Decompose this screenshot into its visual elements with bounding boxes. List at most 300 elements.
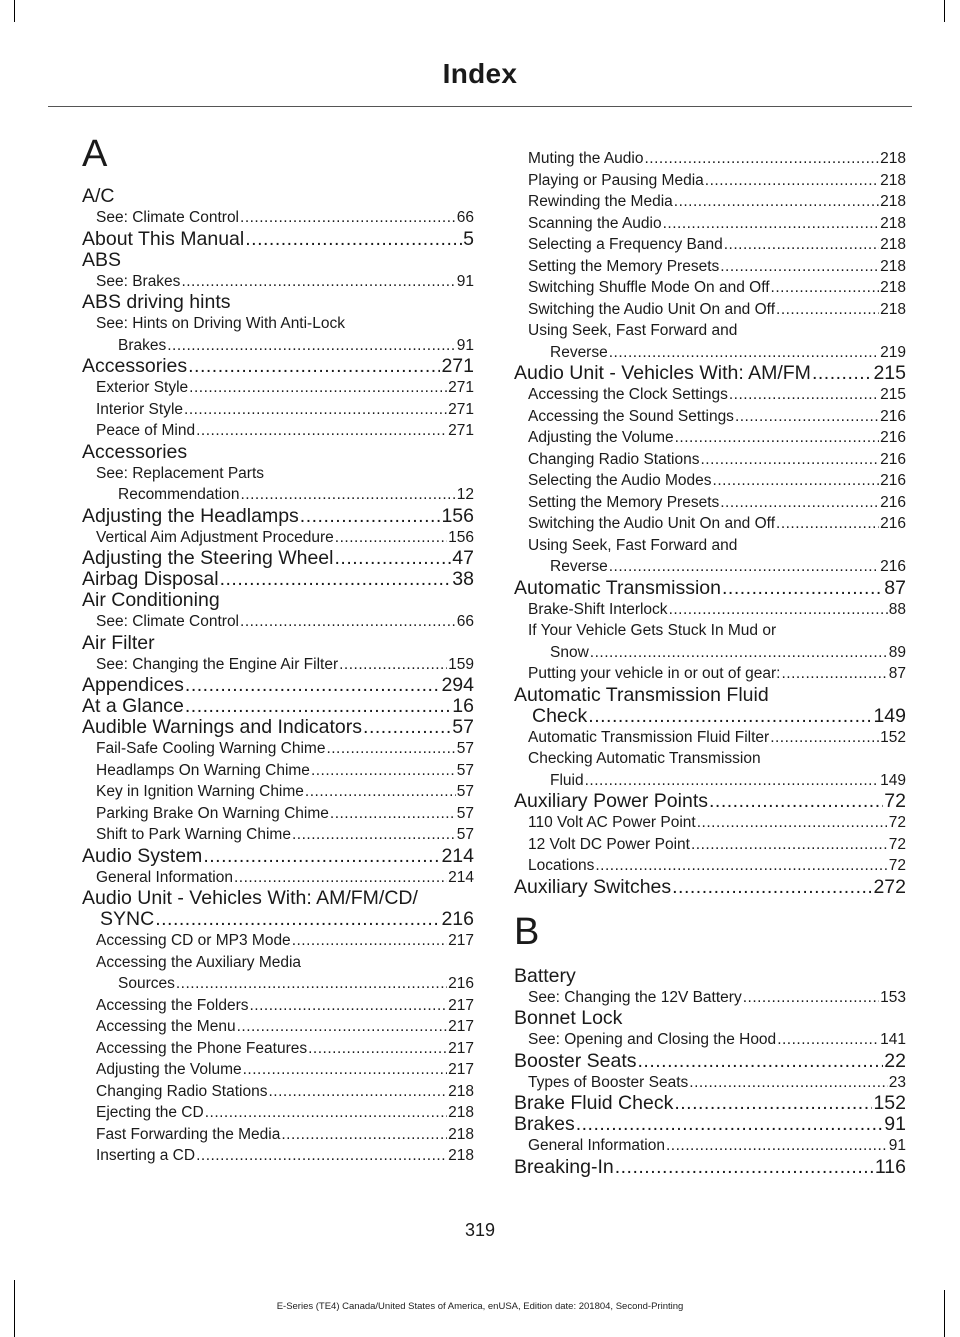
- index-page-ref: 216: [880, 472, 906, 489]
- crop-mark-top-right: [944, 0, 945, 22]
- dot-leader: [240, 484, 455, 506]
- index-entry-label: Key in Ignition Warning Chime: [96, 783, 304, 800]
- index-entry-label: Adjusting the Headlamps: [82, 505, 299, 527]
- dot-leader: [674, 191, 879, 213]
- index-entry-main[interactable]: [514, 1051, 906, 1072]
- index-page-ref: 218: [448, 1147, 474, 1164]
- index-entry-main[interactable]: [82, 675, 474, 696]
- index-entry-label: Auxiliary Switches: [514, 876, 672, 898]
- dot-leader: [729, 384, 879, 406]
- dot-leader: [720, 492, 879, 514]
- index-entry-label: Setting the Memory Presets: [528, 493, 720, 511]
- index-entry-label: See: Climate Control: [96, 209, 240, 226]
- index-subentry[interactable]: [514, 148, 906, 170]
- dot-leader: [713, 470, 880, 492]
- index-page-ref: 89: [888, 643, 906, 661]
- index-page-ref: 214: [448, 868, 474, 886]
- index-subentry[interactable]: [82, 377, 474, 399]
- index-page-ref: 216: [880, 558, 906, 575]
- index-entry-label: Recommendation: [118, 486, 240, 503]
- index-subentry-continued[interactable]: [82, 484, 474, 506]
- index-page-ref: 218: [448, 1082, 474, 1100]
- dot-leader: [609, 342, 879, 364]
- index-entry-main[interactable]: [514, 578, 906, 599]
- index-subentry[interactable]: [514, 727, 906, 749]
- index-subentry-continued[interactable]: [82, 973, 474, 995]
- index-page-ref: 216: [880, 407, 906, 425]
- index-entry-label: Brakes: [118, 336, 167, 354]
- dot-leader: [184, 399, 447, 421]
- index-subentry[interactable]: [514, 406, 906, 428]
- dot-leader: [245, 229, 462, 250]
- index-entry-label: Brake Fluid Check: [514, 1093, 674, 1114]
- index-page-ref: 47: [452, 548, 474, 569]
- index-page-ref: 66: [456, 209, 474, 226]
- dot-leader: [300, 506, 441, 527]
- index-entry-label: Fast Forwarding the Media: [96, 1125, 281, 1143]
- index-subentry[interactable]: [82, 1124, 474, 1146]
- index-page-ref: 218: [880, 279, 906, 296]
- index-subentry-continued[interactable]: [514, 770, 906, 792]
- index-subentry-continued[interactable]: [514, 556, 906, 578]
- index-column-left: [82, 130, 474, 1167]
- index-subentry[interactable]: [514, 1072, 906, 1094]
- index-subentry[interactable]: [514, 213, 906, 235]
- index-heading: Air Conditioning: [82, 589, 220, 611]
- index-page-ref: 91: [884, 1114, 906, 1135]
- index-entry-label: Switching the Audio Unit On and Off: [528, 515, 776, 532]
- dot-leader: [576, 1114, 884, 1135]
- index-entry-main[interactable]: [82, 548, 474, 569]
- index-page-ref: 218: [880, 171, 906, 189]
- index-entry-main[interactable]: [514, 877, 906, 898]
- index-entry-label: See: Opening and Closing the Hood: [528, 1031, 777, 1048]
- dot-leader: [181, 271, 455, 293]
- index-entry-label: Check: [532, 705, 588, 727]
- dot-leader: [663, 213, 880, 235]
- index-subentry[interactable]: [82, 867, 474, 889]
- index-entry-label: Inserting a CD: [96, 1147, 196, 1164]
- index-heading: Battery: [514, 964, 576, 987]
- index-entry-main[interactable]: [514, 791, 906, 812]
- index-entry-label: Audio Unit - Vehicles With: AM/FM: [514, 363, 811, 384]
- index-page-ref: 91: [456, 336, 474, 354]
- index-entry-main[interactable]: [514, 1093, 906, 1114]
- index-page-ref: 216: [441, 909, 474, 930]
- index-entry-label: Accessories: [82, 356, 188, 377]
- index-page-ref: 217: [448, 996, 474, 1014]
- index-page-ref: 218: [880, 214, 906, 232]
- index-entry-label: Fail-Safe Cooling Warning Chime: [96, 740, 326, 757]
- dot-leader: [689, 1072, 887, 1094]
- page-number: 319: [464, 1220, 496, 1240]
- index-entry-main[interactable]: [82, 717, 474, 738]
- dot-leader: [308, 1038, 447, 1060]
- index-subentry[interactable]: [514, 987, 906, 1009]
- index-entry-label: Peace of Mind: [96, 422, 196, 439]
- index-page-ref: 152: [873, 1093, 906, 1114]
- index-entry-label: Changing Radio Stations: [528, 450, 700, 468]
- index-subentry-text: See: Replacement Parts: [96, 464, 265, 482]
- index-subentry[interactable]: [82, 1102, 474, 1124]
- index-page-ref: 217: [448, 1061, 474, 1078]
- dot-leader: [672, 877, 872, 898]
- index-page-ref: 218: [880, 257, 906, 275]
- index-subentry-continued[interactable]: [514, 342, 906, 364]
- index-subentry[interactable]: [82, 271, 474, 293]
- dot-leader: [666, 1135, 888, 1157]
- index-entry-label: Accessing the Clock Settings: [528, 386, 728, 403]
- dot-leader: [234, 867, 447, 889]
- index-entry-main-continued[interactable]: [514, 706, 906, 727]
- index-entry-label: See: Brakes: [96, 272, 181, 290]
- index-page-ref: 57: [452, 717, 474, 738]
- index-entry-main[interactable]: [514, 1114, 906, 1135]
- dot-leader: [188, 356, 440, 377]
- index-entry-label: Automatic Transmission: [514, 577, 721, 599]
- dot-leader: [237, 1016, 448, 1038]
- dot-leader: [637, 1051, 883, 1072]
- index-entry-main[interactable]: [82, 506, 474, 527]
- dot-leader: [609, 556, 879, 578]
- index-page-ref: 72: [888, 814, 906, 831]
- index-entry-label: Auxiliary Power Points: [514, 791, 708, 812]
- index-page-ref: 12: [456, 486, 474, 503]
- index-page-ref: 218: [880, 150, 906, 167]
- index-entry-label: Accessing the Phone Features: [96, 1039, 308, 1057]
- index-subentry[interactable]: [514, 299, 906, 321]
- index-entry-label: Accessing the Menu: [96, 1018, 236, 1035]
- index-entry-label: Changing Radio Stations: [96, 1082, 268, 1100]
- index-subentry[interactable]: [514, 277, 906, 299]
- index-page-ref: 57: [456, 761, 474, 779]
- dot-leader: [776, 513, 879, 535]
- index-entry-label: Adjusting the Volume: [96, 1061, 242, 1078]
- dot-leader: [675, 427, 880, 449]
- index-subentry[interactable]: [514, 812, 906, 834]
- index-page-ref: 271: [448, 400, 474, 418]
- index-entry-label: Airbag Disposal: [82, 569, 219, 590]
- index-subentry[interactable]: [82, 824, 474, 846]
- index-page-ref: 72: [888, 835, 906, 853]
- dot-leader: [305, 781, 456, 803]
- dot-leader: [770, 727, 879, 749]
- index-subentry[interactable]: [82, 803, 474, 825]
- index-entry-label: Reverse: [550, 343, 608, 361]
- index-page-ref: 57: [456, 783, 474, 800]
- index-entry-label: Reverse: [550, 558, 608, 575]
- index-subentry[interactable]: [514, 191, 906, 213]
- index-entry-label: Setting the Memory Presets: [528, 257, 720, 275]
- index-page-ref: 91: [888, 1137, 906, 1154]
- index-entry-label: Ejecting the CD: [96, 1104, 204, 1121]
- index-entry-label: 12 Volt DC Power Point: [528, 835, 690, 853]
- index-entry-label: Shift to Park Warning Chime: [96, 826, 291, 843]
- index-page-ref: 38: [452, 569, 474, 590]
- index-page-ref: 294: [441, 675, 474, 696]
- index-subentry[interactable]: [514, 427, 906, 449]
- index-section-letter: A: [82, 133, 108, 175]
- index-entry-main[interactable]: [514, 1157, 906, 1178]
- page-title: Index: [442, 58, 518, 89]
- index-entry-label: SYNC: [100, 909, 155, 930]
- index-heading: ABS driving hints: [82, 291, 231, 313]
- index-page-ref: 215: [880, 386, 906, 403]
- index-page-ref: 72: [884, 791, 906, 812]
- index-entry-label: Sources: [118, 975, 175, 992]
- index-page-ref: 271: [448, 422, 474, 439]
- index-page-ref: 216: [448, 975, 474, 992]
- index-heading: Bonnet Lock: [514, 1007, 623, 1029]
- dot-leader: [205, 1102, 447, 1124]
- index-page-ref: 217: [448, 1018, 474, 1035]
- dot-leader: [705, 170, 879, 192]
- dot-leader: [240, 611, 456, 633]
- dot-leader: [167, 335, 456, 357]
- index-page-ref: 217: [448, 1039, 474, 1057]
- index-subentry[interactable]: [514, 663, 906, 685]
- index-entry-main-continued[interactable]: [82, 909, 474, 930]
- index-entry-label: About This Manual: [82, 228, 245, 250]
- index-subentry[interactable]: [82, 1145, 474, 1167]
- index-entry-label: Vertical Aim Adjustment Procedure: [96, 528, 334, 546]
- dot-leader: [644, 148, 879, 170]
- index-page-ref: 156: [441, 505, 474, 527]
- index-page-ref: 214: [441, 845, 474, 867]
- index-subentry[interactable]: [514, 834, 906, 856]
- index-entry-label: Switching Shuffle Mode On and Off: [528, 279, 770, 296]
- index-page-ref: 217: [448, 932, 474, 949]
- index-subentry[interactable]: [82, 654, 474, 676]
- index-entry-label: Locations: [528, 857, 595, 874]
- index-entry-label: See: Changing the Engine Air Filter: [96, 655, 339, 673]
- index-entry-label: Accessing the Folders: [96, 996, 249, 1014]
- index-entry-label: 110 Volt AC Power Point: [528, 814, 696, 831]
- index-subentry-text: If Your Vehicle Gets Stuck In Mud or: [528, 622, 777, 639]
- index-subentry-continued[interactable]: [82, 335, 474, 357]
- index-page-ref: 72: [888, 857, 906, 874]
- index-page-ref: 271: [448, 379, 474, 396]
- dot-leader: [281, 1124, 447, 1146]
- index-subentry[interactable]: [514, 449, 906, 471]
- index-entry-label: Accessing the Sound Settings: [528, 407, 734, 425]
- index-subentry[interactable]: [82, 781, 474, 803]
- index-entry-label: See: Changing the 12V Battery: [528, 988, 742, 1006]
- index-entry-label: Adjusting the Volume: [528, 429, 674, 446]
- index-subentry[interactable]: [82, 611, 474, 633]
- index-heading: Audio Unit - Vehicles With: AM/FM/CD/: [82, 887, 418, 909]
- index-page-ref: 66: [456, 613, 474, 630]
- index-page-ref: 57: [456, 826, 474, 843]
- index-entry-main[interactable]: [514, 363, 906, 384]
- index-subentry[interactable]: [82, 995, 474, 1017]
- dot-leader: [220, 569, 452, 590]
- index-page-ref: 152: [880, 728, 906, 746]
- dot-leader: [185, 675, 441, 696]
- index-entry-label: Audible Warnings and Indicators: [82, 717, 363, 738]
- index-heading: Accessories: [82, 440, 188, 463]
- index-subentry[interactable]: [514, 599, 906, 621]
- index-subentry-text: Using Seek, Fast Forward and: [528, 322, 738, 339]
- index-subentry[interactable]: [82, 930, 474, 952]
- index-page-ref: 16: [452, 696, 474, 717]
- dot-leader: [339, 654, 447, 676]
- dot-leader: [735, 406, 879, 428]
- header-rule: [48, 106, 912, 107]
- index-subentry[interactable]: [514, 1029, 906, 1051]
- index-page-ref: 271: [441, 356, 474, 377]
- index-section-letter: B: [514, 910, 540, 953]
- index-page-ref: 149: [880, 771, 906, 789]
- index-subentry[interactable]: [514, 170, 906, 192]
- index-heading: Automatic Transmission Fluid: [514, 683, 769, 706]
- dot-leader: [196, 1145, 447, 1167]
- dot-leader: [268, 1081, 447, 1103]
- dot-leader: [697, 812, 888, 834]
- index-entry-label: Adjusting the Steering Wheel: [82, 548, 334, 569]
- dot-leader: [189, 377, 447, 399]
- index-entry-main[interactable]: [82, 846, 474, 867]
- index-entry-main[interactable]: [82, 696, 474, 717]
- index-subentry[interactable]: [82, 527, 474, 549]
- index-subentry[interactable]: [82, 1059, 474, 1081]
- index-page-ref: 219: [880, 343, 906, 361]
- index-page-ref: 116: [874, 1156, 906, 1178]
- dot-leader: [669, 599, 888, 621]
- index-entry-label: Playing or Pausing Media: [528, 171, 704, 189]
- index-entry-label: Putting your vehicle in or out of gear:: [528, 665, 781, 682]
- index-entry-label: Headlamps On Warning Chime: [96, 761, 310, 779]
- dot-leader: [185, 696, 451, 717]
- dot-leader: [292, 824, 456, 846]
- index-entry-label: Automatic Transmission Fluid Filter: [528, 728, 770, 746]
- index-subentry[interactable]: [82, 420, 474, 442]
- index-entry-label: Switching the Audio Unit On and Off: [528, 300, 776, 318]
- index-entry-label: Muting the Audio: [528, 150, 644, 167]
- index-page-ref: 156: [448, 528, 474, 546]
- dot-leader: [326, 738, 455, 760]
- index-page-ref: 22: [884, 1050, 906, 1072]
- index-page-ref: 88: [888, 600, 906, 618]
- dot-leader: [176, 973, 447, 995]
- dot-leader: [771, 277, 880, 299]
- index-subentry[interactable]: [514, 234, 906, 256]
- index-entry-main[interactable]: [82, 569, 474, 590]
- index-entry-label: General Information: [96, 868, 233, 886]
- crop-mark-top-left: [14, 0, 15, 22]
- index-entry-main[interactable]: [82, 356, 474, 377]
- dot-leader: [724, 234, 879, 256]
- index-subentry[interactable]: [82, 1038, 474, 1060]
- index-subentry[interactable]: [82, 207, 474, 229]
- index-entry-label: Rewinding the Media: [528, 193, 673, 210]
- index-subentry[interactable]: [82, 1081, 474, 1103]
- index-subentry[interactable]: [514, 513, 906, 535]
- dot-leader: [777, 1029, 879, 1051]
- index-page-ref: 23: [888, 1073, 906, 1091]
- dot-leader: [330, 803, 456, 825]
- index-subentry[interactable]: [514, 256, 906, 278]
- index-entry-label: Selecting a Frequency Band: [528, 236, 723, 253]
- index-page-ref: 218: [448, 1125, 474, 1143]
- index-page-ref: 216: [880, 429, 906, 446]
- dot-leader: [240, 207, 456, 229]
- index-subentry[interactable]: [514, 384, 906, 406]
- index-entry-label: Types of Booster Seats: [528, 1073, 689, 1091]
- index-entry-label: Brakes: [514, 1114, 575, 1135]
- index-entry-label: Accessing CD or MP3 Mode: [96, 932, 291, 949]
- index-subentry[interactable]: [514, 470, 906, 492]
- index-page-ref: 216: [880, 493, 906, 511]
- index-subentry[interactable]: [514, 855, 906, 877]
- index-entry-label: At a Glance: [82, 696, 184, 717]
- index-entry-label: Exterior Style: [96, 379, 189, 396]
- dot-leader: [292, 930, 447, 952]
- index-page-ref: 5: [463, 228, 474, 250]
- index-entry-main[interactable]: [82, 229, 474, 250]
- index-page-ref: 159: [448, 655, 474, 673]
- index-entry-label: Audio System: [82, 845, 203, 867]
- index-entry-label: Booster Seats: [514, 1050, 637, 1072]
- crop-mark-bottom-right: [944, 1290, 945, 1337]
- dot-leader: [203, 846, 440, 867]
- dot-leader: [196, 420, 447, 442]
- index-entry-label: Selecting the Audio Modes: [528, 472, 712, 489]
- index-heading: Air Filter: [82, 631, 155, 654]
- index-entry-label: Scanning the Audio: [528, 214, 662, 232]
- index-subentry[interactable]: [82, 760, 474, 782]
- dot-leader: [588, 706, 872, 727]
- index-entry-label: Parking Brake On Warning Chime: [96, 804, 329, 822]
- footer-edition: E-Series (TE4) Canada/United States of America, enUSA, Edition date: 201804, Second-Printing: [276, 1301, 684, 1312]
- dot-leader: [585, 770, 880, 792]
- index-page-ref: 218: [880, 236, 906, 253]
- index-subentry-text: Accessing the Auxiliary Media: [96, 953, 302, 971]
- index-page-ref: 216: [880, 450, 906, 468]
- index-heading: A/C: [82, 185, 115, 207]
- dot-leader: [674, 1093, 872, 1114]
- dot-leader: [311, 760, 456, 782]
- dot-leader: [334, 548, 451, 569]
- index-subentry-text: See: Hints on Driving With Anti-Lock: [96, 315, 345, 332]
- index-subentry-text: Using Seek, Fast Forward and: [528, 536, 738, 554]
- index-entry-label: See: Climate Control: [96, 613, 240, 630]
- index-page-ref: 87: [884, 577, 906, 599]
- dot-leader: [781, 663, 887, 685]
- dot-leader: [709, 791, 883, 812]
- index-subentry-continued[interactable]: [514, 642, 906, 664]
- dot-leader: [812, 363, 873, 384]
- dot-leader: [720, 256, 879, 278]
- index-subentry[interactable]: [514, 1135, 906, 1157]
- index-page-ref: 218: [880, 300, 906, 318]
- index-subentry[interactable]: [514, 492, 906, 514]
- index-entry-label: Appendices: [82, 675, 184, 696]
- index-page-ref: 91: [456, 272, 474, 290]
- index-entry-label: Fluid: [550, 771, 584, 789]
- index-subentry[interactable]: [82, 399, 474, 421]
- index-subentry[interactable]: [82, 1016, 474, 1038]
- index-page-ref: 272: [873, 876, 906, 898]
- dot-leader: [743, 987, 879, 1009]
- dot-leader: [155, 909, 440, 930]
- dot-leader: [722, 578, 883, 599]
- dot-leader: [590, 642, 888, 664]
- index-column-right: [514, 148, 906, 1178]
- index-entry-label: Brake-Shift Interlock: [528, 600, 668, 618]
- index-subentry[interactable]: [82, 738, 474, 760]
- index-entry-label: Breaking-In: [514, 1156, 614, 1178]
